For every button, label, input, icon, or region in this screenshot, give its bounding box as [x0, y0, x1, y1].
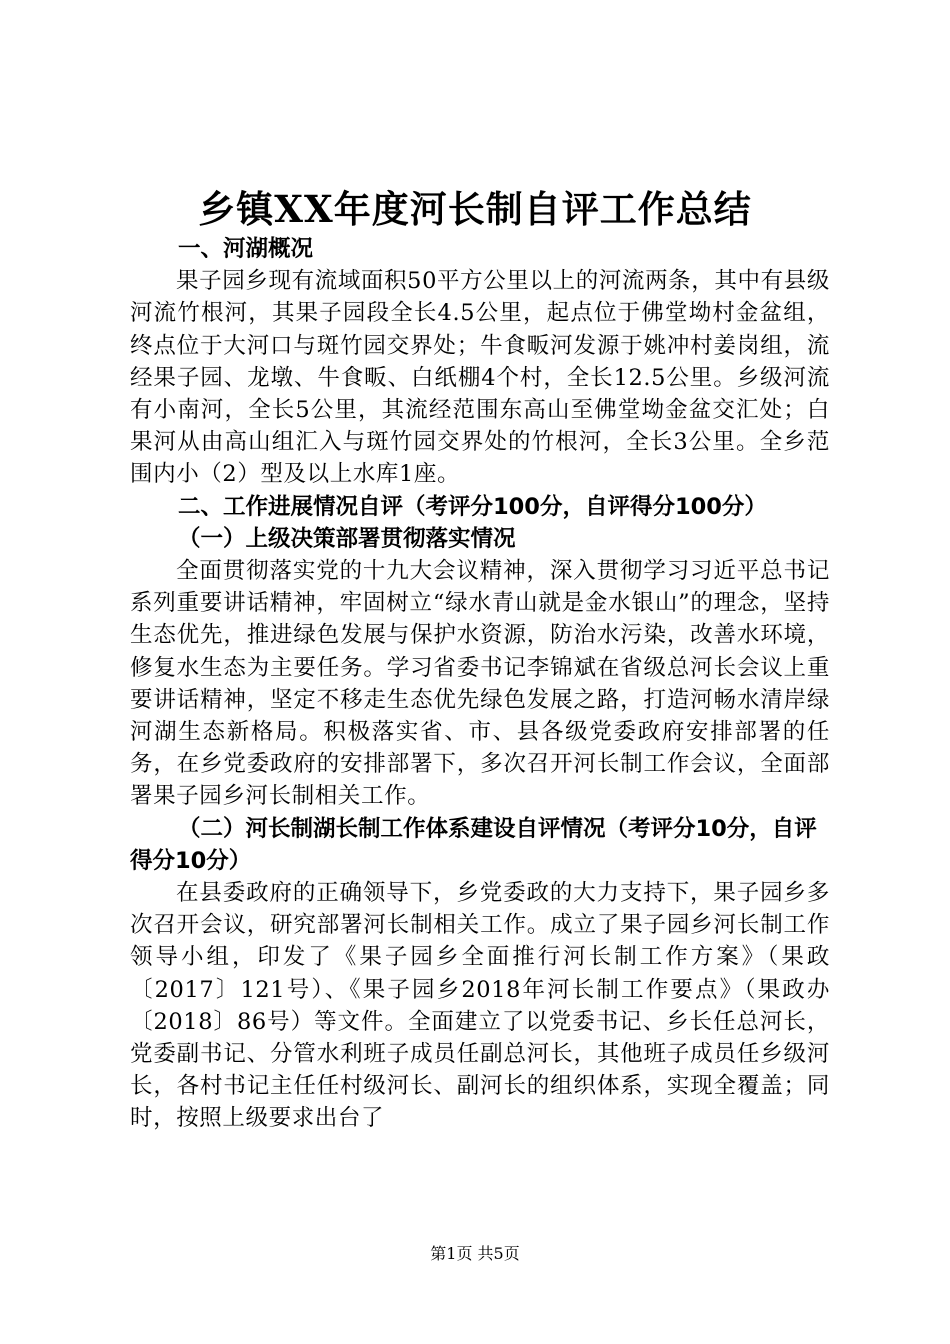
document-body — [130, 233, 830, 1135]
paragraph-overview: 果子园乡现有流域面积50平方公里以上的河流两条，其中有县级河流竹根河，其果子园段全长4.5公里，起点位于佛堂坳村金盆组，终点位于大河口与斑竹园交界处；牛食畈河发源于姚冲村姜岗组，流经果子园、龙墩、牛食畈、白纸棚4个村，全长12.5公里。乡级河流有小南河，全长5公里，其流经范围东高山至佛堂坳金盆交汇处；白果河从由高山组汇入与斑竹园交界处的竹根河，全长3公里。全乡范围内小（2）型及以上水库1座。 — [130, 268, 830, 488]
subsection-heading-system: （二）河长制湖长制工作体系建设自评情况（考评分10分，自评得分10分） — [130, 815, 817, 874]
paragraph-system: 在县委政府的正确领导下，乡党委政的大力支持下，果子园乡多次召开会议，研究部署河长制相关工作。成立了果子园乡河长制工作领导小组，印发了《果子园乡全面推行河长制工作方案》（果政〔2017〕121号）、《果子园乡2018年河长制工作要点》（果政办〔2018〕86号）等文件。全面建立了以党委书记、乡长任总河长，党委副书记、分管水利班子成员任副总河长，其他班子成员任乡级河长，各村书记主任任村级河长、副河长的组织体系，实现全覆盖；同时，按照上级要求出台了 — [130, 880, 830, 1132]
section-heading-progress: 二、工作进展情况自评（考评分100分，自评得分100分） — [178, 493, 767, 520]
paragraph-implementation: 全面贯彻落实党的十九大会议精神，深入贯彻学习习近平总书记系列重要讲话精神，牢固树立“绿水青山就是金水银山”的理念，坚持生态优先，推进绿色发展与保护水资源，防治水污染，改善水环境，修复水生态为主要任务。学习省委书记李锦斌在省级总河长会议上重要讲话精神，坚定不移走生态优先绿色发展之路，打造河畅水清岸绿河湖生态新格局。积极落实省、市、县各级党委政府安排部署的任务，在乡党委政府的安排部署下，多次召开河长制工作会议，全面部署果子园乡河长制相关工作。 — [130, 558, 830, 810]
page-footer: 第1页 共5页 — [430, 1244, 520, 1263]
document-title: 乡镇XX年度河长制自评工作总结 — [198, 187, 752, 231]
section-heading-overview: 一、河湖概况 — [178, 236, 314, 262]
subsection-heading-implementation: （一）上级决策部署贯彻落实情况 — [178, 525, 516, 552]
